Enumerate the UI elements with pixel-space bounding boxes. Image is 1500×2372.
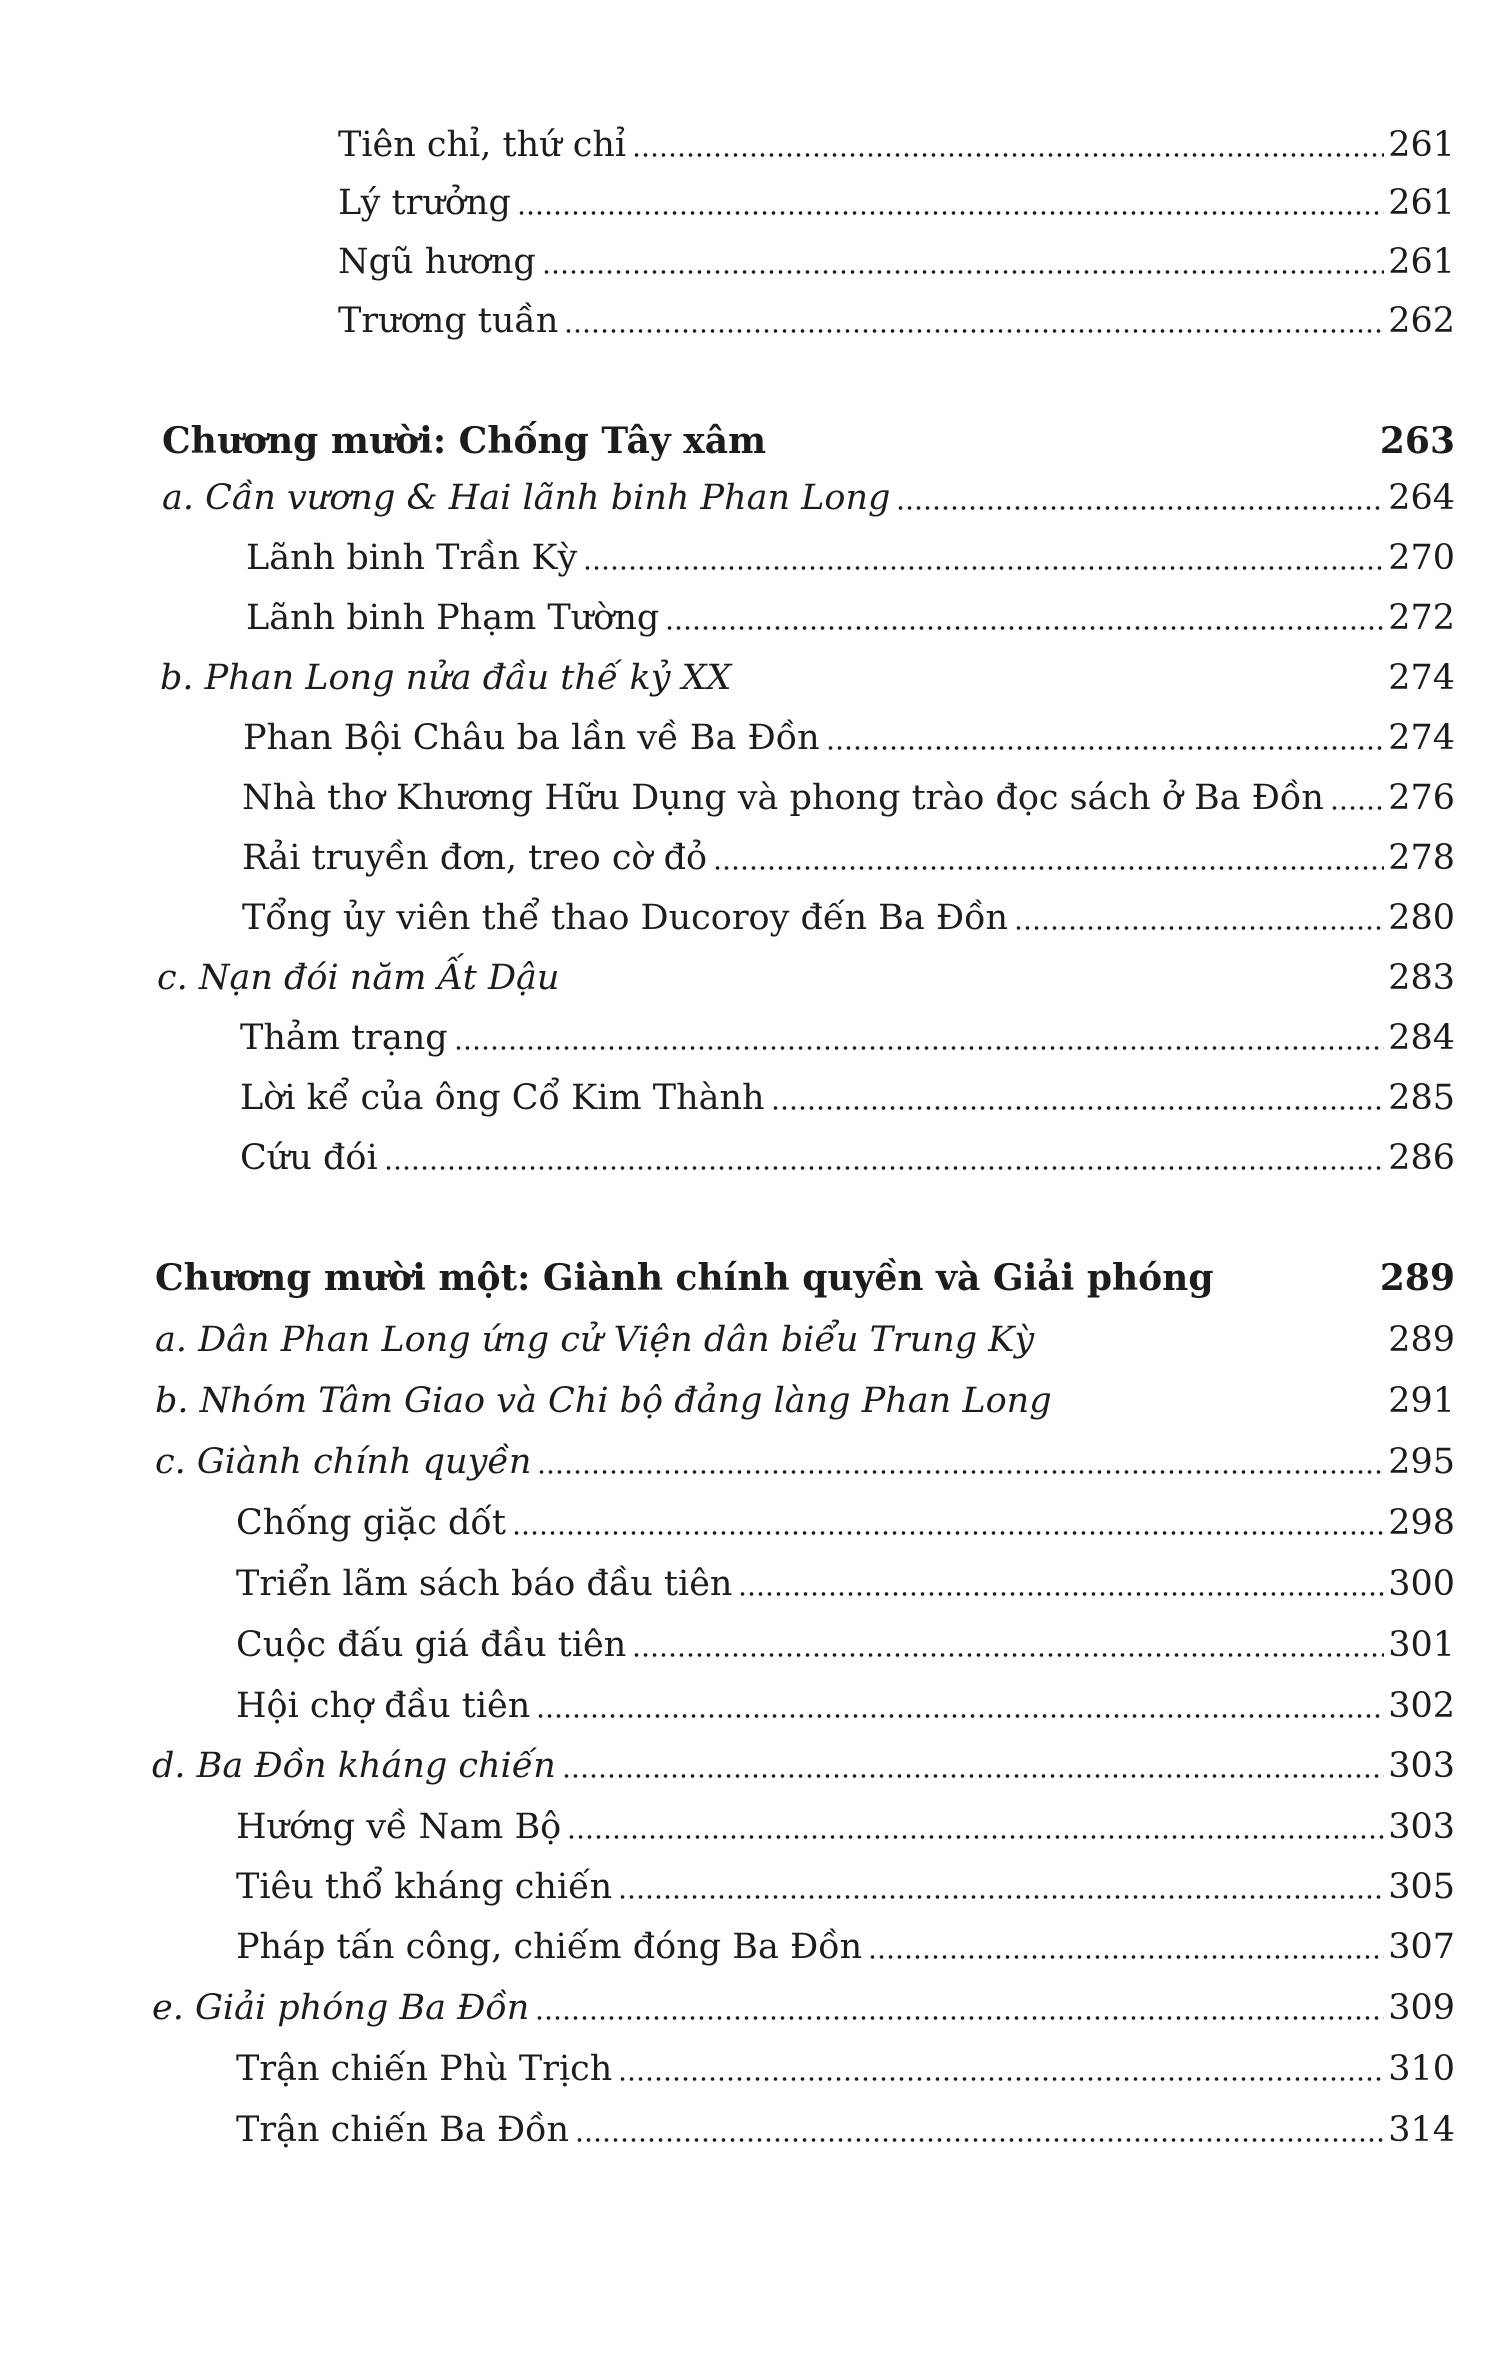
page-number: 284: [1388, 1018, 1455, 1058]
entry-title: Trận chiến Phù Trịch: [236, 2049, 613, 2089]
entry-title: Pháp tấn công, chiếm đóng Ba Đồn: [236, 1927, 863, 1967]
entry-title: Lãnh binh Trần Kỳ: [246, 538, 578, 578]
page-number: 302: [1388, 1686, 1455, 1726]
dot-leader: [1330, 805, 1384, 811]
dot-leader: [632, 152, 1384, 158]
section-entry: [152, 1741, 1455, 1791]
toc-entry: [236, 1922, 1455, 1972]
page-number: 289: [1388, 1320, 1455, 1360]
toc-entry: [236, 1620, 1455, 1670]
dot-leader: [454, 1045, 1385, 1051]
chapter-heading: [162, 416, 1455, 466]
page-number: 303: [1388, 1807, 1455, 1847]
toc-entry: [242, 833, 1455, 883]
dot-leader: [567, 1834, 1384, 1840]
page-number: 291: [1388, 1381, 1455, 1421]
dot-leader: [665, 625, 1384, 631]
page-number: 283: [1388, 958, 1455, 998]
entry-title: Rải truyền đơn, treo cờ đỏ: [242, 838, 708, 878]
page-number: 300: [1388, 1564, 1455, 1604]
entry-title: Cuộc đấu giá đầu tiên: [236, 1625, 627, 1665]
page-number: 278: [1388, 838, 1455, 878]
toc-entry: [236, 2044, 1455, 2094]
toc-entry: [338, 237, 1455, 287]
page-number: 261: [1388, 183, 1455, 223]
entry-title: Trận chiến Ba Đồn: [236, 2110, 570, 2150]
page-number: 263: [1379, 420, 1455, 462]
entry-title: Lý trưởng: [338, 183, 511, 223]
dot-leader: [868, 1954, 1384, 1960]
entry-title: Lời kể của ông Cổ Kim Thành: [240, 1078, 765, 1118]
page-number: 261: [1388, 125, 1455, 165]
dot-leader: [896, 505, 1384, 511]
dot-leader: [384, 1165, 1385, 1171]
entry-title: Ngũ hương: [338, 242, 536, 282]
dot-leader: [713, 865, 1384, 871]
page-number: 289: [1379, 1257, 1455, 1299]
section-entry: [155, 1315, 1455, 1365]
section-title: b. Nhóm Tâm Giao và Chi bộ đảng làng Phan Long: [155, 1381, 1052, 1421]
toc-entry: [246, 593, 1455, 643]
entry-title: Triển lãm sách báo đầu tiên: [236, 1564, 733, 1604]
toc-entry: [236, 1862, 1455, 1912]
dot-leader: [562, 1773, 1384, 1779]
page-number: 261: [1388, 242, 1455, 282]
toc-entry: [243, 713, 1455, 763]
page-number: 274: [1388, 658, 1455, 698]
page-number: 301: [1388, 1625, 1455, 1665]
page-number: 298: [1388, 1503, 1455, 1543]
section-entry: [152, 1983, 1455, 2033]
toc-entry: [236, 2105, 1455, 2155]
entry-title: Cứu đói: [240, 1138, 378, 1178]
section-title: b. Phan Long nửa đầu thế kỷ XX: [160, 658, 732, 698]
dot-leader: [826, 745, 1385, 751]
page-number: 272: [1388, 598, 1455, 638]
page-number: 309: [1388, 1988, 1455, 2028]
page-number: 307: [1388, 1927, 1455, 1967]
entry-title: Trương tuần: [338, 301, 559, 341]
dot-leader: [564, 328, 1384, 334]
dot-leader: [771, 1105, 1385, 1111]
entry-title: Tiêu thổ kháng chiến: [236, 1867, 613, 1907]
section-title: e. Giải phóng Ba Đồn: [152, 1988, 530, 2028]
entry-title: Phan Bội Châu ba lần về Ba Đồn: [243, 718, 820, 758]
toc-entry: [240, 1073, 1455, 1123]
dot-leader: [542, 269, 1384, 275]
entry-title: Tiên chỉ, thứ chỉ: [338, 125, 627, 165]
page-number: 262: [1388, 301, 1455, 341]
dot-leader: [575, 2137, 1384, 2143]
entry-title: Hướng về Nam Bộ: [236, 1807, 562, 1847]
dot-leader: [517, 210, 1384, 216]
entry-title: Hội chợ đầu tiên: [236, 1686, 531, 1726]
section-title: c. Nạn đói năm Ất Dậu: [157, 958, 560, 998]
toc-entry: [236, 1681, 1455, 1731]
page-number: 295: [1388, 1442, 1455, 1482]
section-title: a. Dân Phan Long ứng cử Viện dân biểu Trung Kỳ: [155, 1320, 1035, 1360]
chapter-heading: [155, 1253, 1455, 1303]
dot-leader: [632, 1652, 1384, 1658]
toc-entry: [240, 1013, 1455, 1063]
entry-title: Tổng ủy viên thể thao Ducoroy đến Ba Đồn: [242, 898, 1009, 938]
page-number: 303: [1388, 1746, 1455, 1786]
toc-entry: [246, 533, 1455, 583]
chapter-title: Chương mười một: Giành chính quyền và Giải phóng: [155, 1257, 1214, 1299]
page-number: 286: [1388, 1138, 1455, 1178]
page-number: 264: [1388, 478, 1455, 518]
toc-entry: [338, 120, 1455, 170]
entry-title: Nhà thơ Khương Hữu Dụng và phong trào đọc sách ở Ba Đồn: [242, 778, 1324, 818]
dot-leader: [1014, 925, 1384, 931]
section-entry: [155, 1437, 1455, 1487]
toc-entry: [236, 1559, 1455, 1609]
toc-entry: [236, 1498, 1455, 1548]
dot-leader: [537, 1469, 1384, 1475]
toc-entry: [240, 1133, 1455, 1183]
page-number: 314: [1388, 2110, 1455, 2150]
entry-title: Lãnh binh Phạm Tường: [246, 598, 660, 638]
toc-entry: [242, 893, 1455, 943]
entry-title: Chống giặc dốt: [236, 1503, 506, 1543]
dot-leader: [618, 1894, 1384, 1900]
section-entry: [162, 473, 1455, 523]
dot-leader: [618, 2076, 1384, 2082]
section-title: c. Giành chính quyền: [155, 1442, 532, 1482]
section-entry: [157, 953, 1455, 1003]
section-title: a. Cần vương & Hai lãnh binh Phan Long: [162, 478, 891, 518]
toc-entry: [242, 773, 1455, 823]
page-number: 310: [1388, 2049, 1455, 2089]
dot-leader: [535, 2015, 1384, 2021]
page-number: 276: [1388, 778, 1455, 818]
section-entry: [160, 653, 1455, 703]
dot-leader: [583, 565, 1384, 571]
dot-leader: [536, 1713, 1384, 1719]
page-number: 270: [1388, 538, 1455, 578]
toc-entry: [338, 296, 1455, 346]
toc-entry: [338, 178, 1455, 228]
toc-entry: [236, 1802, 1455, 1852]
entry-title: Thảm trạng: [240, 1018, 448, 1058]
chapter-title: Chương mười: Chống Tây xâm: [162, 420, 767, 462]
section-entry: [155, 1376, 1455, 1426]
dot-leader: [512, 1530, 1384, 1536]
page-number: 285: [1388, 1078, 1455, 1118]
section-title: d. Ba Đồn kháng chiến: [152, 1746, 556, 1786]
page-number: 305: [1388, 1867, 1455, 1907]
page-number: 280: [1388, 898, 1455, 938]
page-number: 274: [1388, 718, 1455, 758]
dot-leader: [738, 1591, 1384, 1597]
